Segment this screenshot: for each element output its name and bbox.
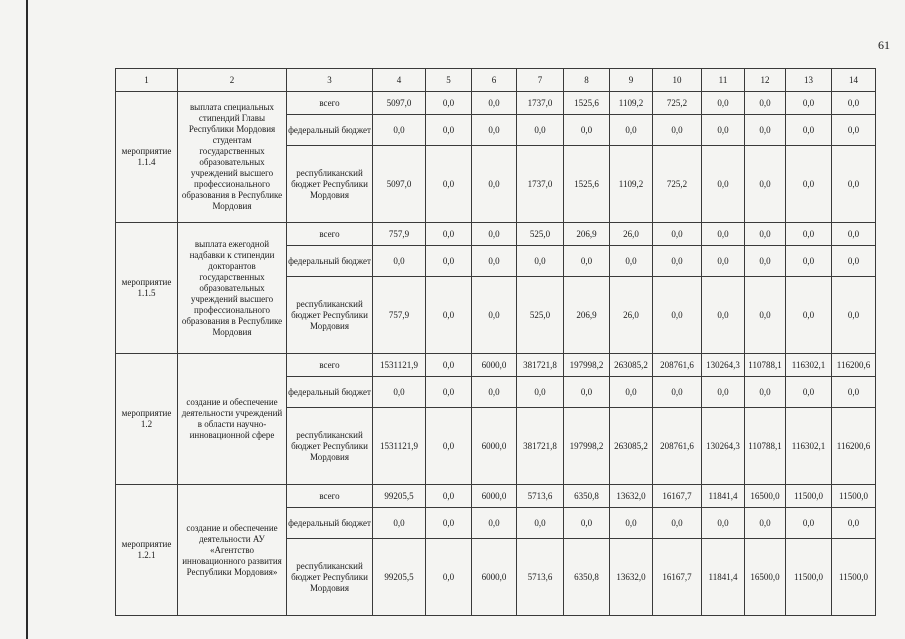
value-cell: 0,0 xyxy=(472,92,517,115)
value-cell: 0,0 xyxy=(832,508,876,539)
value-cell: 757,9 xyxy=(373,277,426,354)
value-cell: 725,2 xyxy=(653,92,702,115)
funding-source-label: федеральный бюджет xyxy=(287,246,373,277)
value-cell: 0,0 xyxy=(472,146,517,223)
value-cell: 6350,8 xyxy=(564,539,610,616)
measure-code: мероприятие 1.2 xyxy=(116,354,178,485)
value-cell: 0,0 xyxy=(653,377,702,408)
value-cell: 263085,2 xyxy=(610,354,653,377)
value-cell: 0,0 xyxy=(472,377,517,408)
value-cell: 26,0 xyxy=(610,223,653,246)
value-cell: 0,0 xyxy=(653,277,702,354)
value-cell: 0,0 xyxy=(426,277,472,354)
table-row xyxy=(116,92,876,115)
value-cell: 381721,8 xyxy=(517,354,564,377)
value-cell: 99205,5 xyxy=(373,485,426,508)
value-cell: 0,0 xyxy=(373,377,426,408)
value-cell: 0,0 xyxy=(426,115,472,146)
value-cell: 0,0 xyxy=(702,508,745,539)
value-cell: 0,0 xyxy=(472,277,517,354)
value-cell: 0,0 xyxy=(786,508,832,539)
funding-source-label: всего xyxy=(287,354,373,377)
value-cell: 0,0 xyxy=(517,508,564,539)
value-cell: 16500,0 xyxy=(745,539,786,616)
value-cell: 11500,0 xyxy=(786,539,832,616)
value-cell: 13632,0 xyxy=(610,539,653,616)
funding-source-label: республиканский бюджет Республики Мордовия xyxy=(287,408,373,485)
value-cell: 1531121,9 xyxy=(373,408,426,485)
funding-source-label: федеральный бюджет xyxy=(287,115,373,146)
value-cell: 0,0 xyxy=(517,377,564,408)
value-cell: 116302,1 xyxy=(786,408,832,485)
value-cell: 130264,3 xyxy=(702,354,745,377)
funding-source-label: федеральный бюджет xyxy=(287,377,373,408)
value-cell: 0,0 xyxy=(702,377,745,408)
value-cell: 0,0 xyxy=(832,377,876,408)
value-cell: 0,0 xyxy=(702,146,745,223)
measure-description: создание и обеспечение деятельности учреждений в области научно-инновационной сфере xyxy=(178,354,287,485)
value-cell: 0,0 xyxy=(832,115,876,146)
column-header: 14 xyxy=(832,69,876,92)
table-row xyxy=(116,223,876,246)
value-cell: 1737,0 xyxy=(517,92,564,115)
value-cell: 1531121,9 xyxy=(373,354,426,377)
value-cell: 197998,2 xyxy=(564,408,610,485)
column-header: 5 xyxy=(426,69,472,92)
value-cell: 0,0 xyxy=(472,223,517,246)
funding-source-label: республиканский бюджет Республики Мордовия xyxy=(287,146,373,223)
value-cell: 11841,4 xyxy=(702,485,745,508)
funding-source-label: всего xyxy=(287,223,373,246)
value-cell: 0,0 xyxy=(610,377,653,408)
measure-description: выплата специальных стипендий Главы Республики Мордовия студентам государственных образовательных учреждений высшего профессионального образования в Республике Мордовия xyxy=(178,92,287,223)
value-cell: 0,0 xyxy=(426,485,472,508)
column-header: 8 xyxy=(564,69,610,92)
value-cell: 0,0 xyxy=(832,223,876,246)
value-cell: 0,0 xyxy=(745,223,786,246)
value-cell: 6000,0 xyxy=(472,354,517,377)
value-cell: 206,9 xyxy=(564,223,610,246)
value-cell: 130264,3 xyxy=(702,408,745,485)
value-cell: 0,0 xyxy=(786,223,832,246)
value-cell: 0,0 xyxy=(373,246,426,277)
value-cell: 0,0 xyxy=(702,277,745,354)
value-cell: 5713,6 xyxy=(517,539,564,616)
value-cell: 110788,1 xyxy=(745,408,786,485)
value-cell: 1525,6 xyxy=(564,146,610,223)
value-cell: 197998,2 xyxy=(564,354,610,377)
value-cell: 0,0 xyxy=(426,92,472,115)
value-cell: 0,0 xyxy=(702,246,745,277)
value-cell: 5713,6 xyxy=(517,485,564,508)
value-cell: 0,0 xyxy=(786,115,832,146)
column-header: 3 xyxy=(287,69,373,92)
table-row xyxy=(116,354,876,377)
value-cell: 0,0 xyxy=(564,377,610,408)
value-cell: 116200,6 xyxy=(832,408,876,485)
value-cell: 0,0 xyxy=(745,377,786,408)
value-cell: 6350,8 xyxy=(564,485,610,508)
measure-description: выплата ежегодной надбавки к стипендии докторантов государственных образовательных учреждений высшего профессионального образования в Республике Мордовия xyxy=(178,223,287,354)
value-cell: 208761,6 xyxy=(653,408,702,485)
value-cell: 0,0 xyxy=(745,92,786,115)
value-cell: 0,0 xyxy=(472,115,517,146)
value-cell: 1525,6 xyxy=(564,92,610,115)
value-cell: 0,0 xyxy=(653,223,702,246)
value-cell: 525,0 xyxy=(517,223,564,246)
column-header: 2 xyxy=(178,69,287,92)
value-cell: 0,0 xyxy=(564,508,610,539)
value-cell: 0,0 xyxy=(426,408,472,485)
value-cell: 0,0 xyxy=(832,146,876,223)
value-cell: 0,0 xyxy=(517,246,564,277)
table-row xyxy=(116,485,876,508)
value-cell: 208761,6 xyxy=(653,354,702,377)
value-cell: 6000,0 xyxy=(472,408,517,485)
value-cell: 0,0 xyxy=(745,115,786,146)
budget-table xyxy=(115,68,876,616)
value-cell: 0,0 xyxy=(426,246,472,277)
value-cell: 0,0 xyxy=(786,246,832,277)
value-cell: 11841,4 xyxy=(702,539,745,616)
value-cell: 0,0 xyxy=(702,223,745,246)
column-header: 13 xyxy=(786,69,832,92)
measure-code: мероприятие 1.1.4 xyxy=(116,92,178,223)
value-cell: 0,0 xyxy=(426,539,472,616)
value-cell: 0,0 xyxy=(786,92,832,115)
column-header: 6 xyxy=(472,69,517,92)
value-cell: 5097,0 xyxy=(373,92,426,115)
value-cell: 0,0 xyxy=(745,277,786,354)
value-cell: 0,0 xyxy=(832,277,876,354)
value-cell: 116302,1 xyxy=(786,354,832,377)
value-cell: 0,0 xyxy=(517,115,564,146)
value-cell: 6000,0 xyxy=(472,539,517,616)
value-cell: 16167,7 xyxy=(653,485,702,508)
measure-code: мероприятие 1.2.1 xyxy=(116,485,178,616)
value-cell: 16167,7 xyxy=(653,539,702,616)
page-left-edge xyxy=(26,0,28,639)
value-cell: 0,0 xyxy=(610,115,653,146)
value-cell: 0,0 xyxy=(426,508,472,539)
value-cell: 16500,0 xyxy=(745,485,786,508)
column-header: 11 xyxy=(702,69,745,92)
column-header: 4 xyxy=(373,69,426,92)
value-cell: 0,0 xyxy=(745,246,786,277)
column-header: 12 xyxy=(745,69,786,92)
funding-source-label: федеральный бюджет xyxy=(287,508,373,539)
value-cell: 0,0 xyxy=(653,115,702,146)
value-cell: 0,0 xyxy=(786,277,832,354)
value-cell: 206,9 xyxy=(564,277,610,354)
funding-source-label: республиканский бюджет Республики Мордовия xyxy=(287,277,373,354)
value-cell: 0,0 xyxy=(653,508,702,539)
value-cell: 0,0 xyxy=(426,354,472,377)
value-cell: 11500,0 xyxy=(832,485,876,508)
header-row xyxy=(116,69,876,92)
column-header: 9 xyxy=(610,69,653,92)
value-cell: 1109,2 xyxy=(610,146,653,223)
value-cell: 0,0 xyxy=(745,146,786,223)
value-cell: 0,0 xyxy=(472,508,517,539)
value-cell: 0,0 xyxy=(832,246,876,277)
value-cell: 0,0 xyxy=(653,246,702,277)
funding-source-label: всего xyxy=(287,92,373,115)
column-header: 1 xyxy=(116,69,178,92)
value-cell: 0,0 xyxy=(702,92,745,115)
page-number: 61 xyxy=(878,38,890,52)
value-cell: 0,0 xyxy=(426,146,472,223)
funding-source-label: всего xyxy=(287,485,373,508)
value-cell: 0,0 xyxy=(373,508,426,539)
value-cell: 1737,0 xyxy=(517,146,564,223)
value-cell: 11500,0 xyxy=(832,539,876,616)
value-cell: 0,0 xyxy=(426,223,472,246)
value-cell: 6000,0 xyxy=(472,485,517,508)
value-cell: 5097,0 xyxy=(373,146,426,223)
value-cell: 757,9 xyxy=(373,223,426,246)
value-cell: 0,0 xyxy=(745,508,786,539)
measure-code: мероприятие 1.1.5 xyxy=(116,223,178,354)
value-cell: 525,0 xyxy=(517,277,564,354)
value-cell: 0,0 xyxy=(564,246,610,277)
value-cell: 0,0 xyxy=(832,92,876,115)
value-cell: 13632,0 xyxy=(610,485,653,508)
value-cell: 116200,6 xyxy=(832,354,876,377)
value-cell: 1109,2 xyxy=(610,92,653,115)
value-cell: 0,0 xyxy=(786,377,832,408)
value-cell: 99205,5 xyxy=(373,539,426,616)
column-header: 7 xyxy=(517,69,564,92)
value-cell: 26,0 xyxy=(610,277,653,354)
measure-description: создание и обеспечение деятельности АУ «Агентство инновационного развития Республики Мордовия» xyxy=(178,485,287,616)
value-cell: 0,0 xyxy=(786,146,832,223)
value-cell: 0,0 xyxy=(610,246,653,277)
value-cell: 0,0 xyxy=(373,115,426,146)
funding-source-label: республиканский бюджет Республики Мордовия xyxy=(287,539,373,616)
value-cell: 0,0 xyxy=(610,508,653,539)
value-cell: 0,0 xyxy=(702,115,745,146)
value-cell: 11500,0 xyxy=(786,485,832,508)
value-cell: 0,0 xyxy=(472,246,517,277)
value-cell: 725,2 xyxy=(653,146,702,223)
value-cell: 0,0 xyxy=(564,115,610,146)
column-header: 10 xyxy=(653,69,702,92)
value-cell: 381721,8 xyxy=(517,408,564,485)
value-cell: 263085,2 xyxy=(610,408,653,485)
value-cell: 0,0 xyxy=(426,377,472,408)
value-cell: 110788,1 xyxy=(745,354,786,377)
